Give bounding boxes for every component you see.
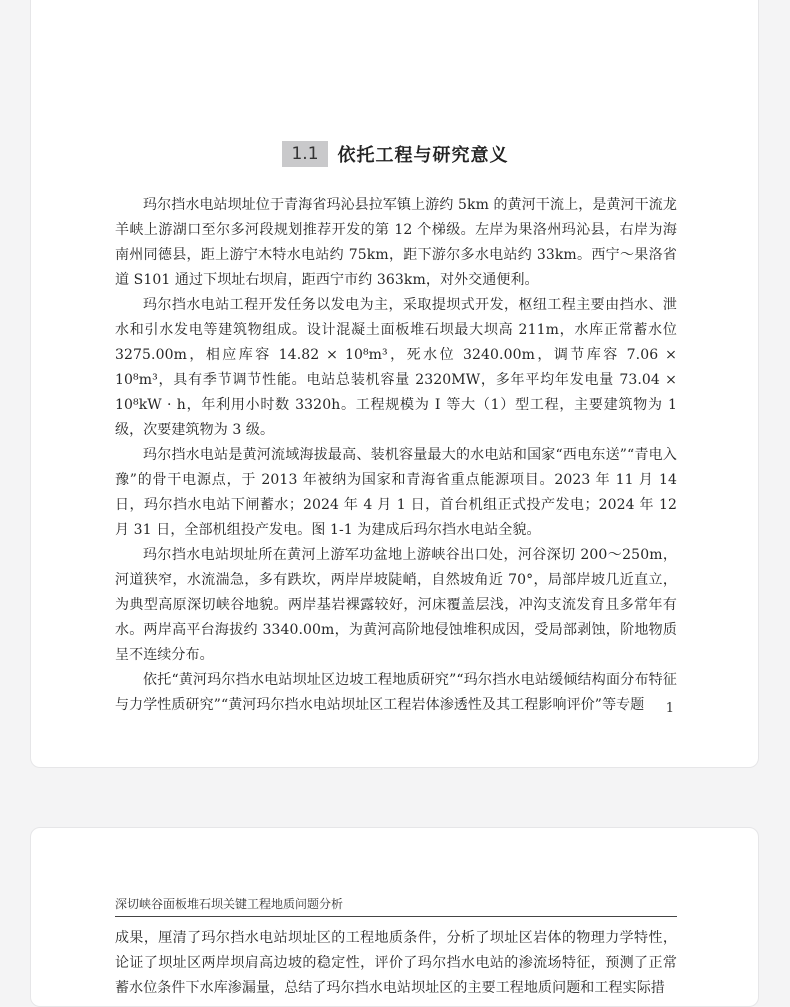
paragraph: 成果，厘清了玛尔挡水电站坝址区的工程地质条件，分析了坝址区岩体的物理力学特性，论证了坝址区两岸坝肩高边坡的稳定性，评价了玛尔挡水电站的渗流场特征，预测了正常蓄水位条件下水库渗漏量，总结了玛尔挡水电站坝址区的主要工程地质问题和工程实际措 — [115, 930, 677, 996]
paragraph: 玛尔挡水电站工程开发任务以发电为主，采取提坝式开发，枢纽工程主要由挡水、泄水和引水发电等建筑物组成。设计混凝土面板堆石坝最大坝高 211m，水库正常蓄水位 3275.00m，相应库容 14.82 × 10⁸m³，死水位 3240.00m，调节库容 7.06 × 10⁸m³，具有季节调节性能。电站总装机容量 2320MW，多年平均年发电量 73.04 × 10⁸kW · h，年利用小时数 3320h。工程规模为 Ⅰ 等大（1）型工程，主要建筑物为 1 级，次要建筑物为 3 级。 — [115, 297, 677, 438]
document-page-2 — [30, 827, 759, 1007]
page-number: 1 — [665, 701, 674, 716]
section-title: 依托工程与研究意义 — [337, 145, 509, 166]
document-page-1 — [30, 0, 759, 768]
body-text — [115, 193, 677, 718]
paragraph: 玛尔挡水电站坝址位于青海省玛沁县拉军镇上游约 5km 的黄河干流上，是黄河干流龙羊峡上游湖口至尔多河段规划推荐开发的第 12 个梯级。左岸为果洛州玛沁县，右岸为海南州同德县，距上游宁木特水电站约 75km，距下游尔多水电站约 33km。西宁～果洛省道 S101 通过下坝址右坝肩，距西宁市约 363km，对外交通便利。 — [115, 197, 677, 288]
paragraph: 依托“黄河玛尔挡水电站坝址区边坡工程地质研究”“玛尔挡水电站缓倾结构面分布特征与力学性质研究”“黄河玛尔挡水电站坝址区工程岩体渗透性及其工程影响评价”等专题 — [115, 672, 677, 713]
body-text — [115, 926, 677, 1001]
paragraph: 玛尔挡水电站是黄河流域海拔最高、装机容量最大的水电站和国家“西电东送”“青电入豫”的骨干电源点，于 2013 年被纳为国家和青海省重点能源项目。2023 年 11 月 14 日，玛尔挡水电站下闸蓄水；2024 年 4 月 1 日，首台机组正式投产发电；2024 年 12 月 31 日，全部机组投产发电。图 1-1 为建成后玛尔挡水电站全貌。 — [115, 447, 677, 538]
section-number: 1.1 — [282, 141, 327, 167]
section-heading — [31, 141, 759, 167]
paragraph: 玛尔挡水电站坝址所在黄河上游军功盆地上游峡谷出口处，河谷深切 200～250m，河道狭窄，水流湍急，多有跌坎，两岸岸坡陡峭，自然坡角近 70°，局部岸坡几近直立，为典型高原深切峡谷地貌。两岸基岩裸露较好，河床覆盖层浅，冲沟支流发育且多常年有水。两岸高平台海拔约 3340.00m，为黄河高阶地侵蚀堆积成因，受局部剥蚀，阶地物质呈不连续分布。 — [115, 547, 677, 663]
running-head: 深切峡谷面板堆石坝关键工程地质问题分析 — [115, 895, 677, 917]
